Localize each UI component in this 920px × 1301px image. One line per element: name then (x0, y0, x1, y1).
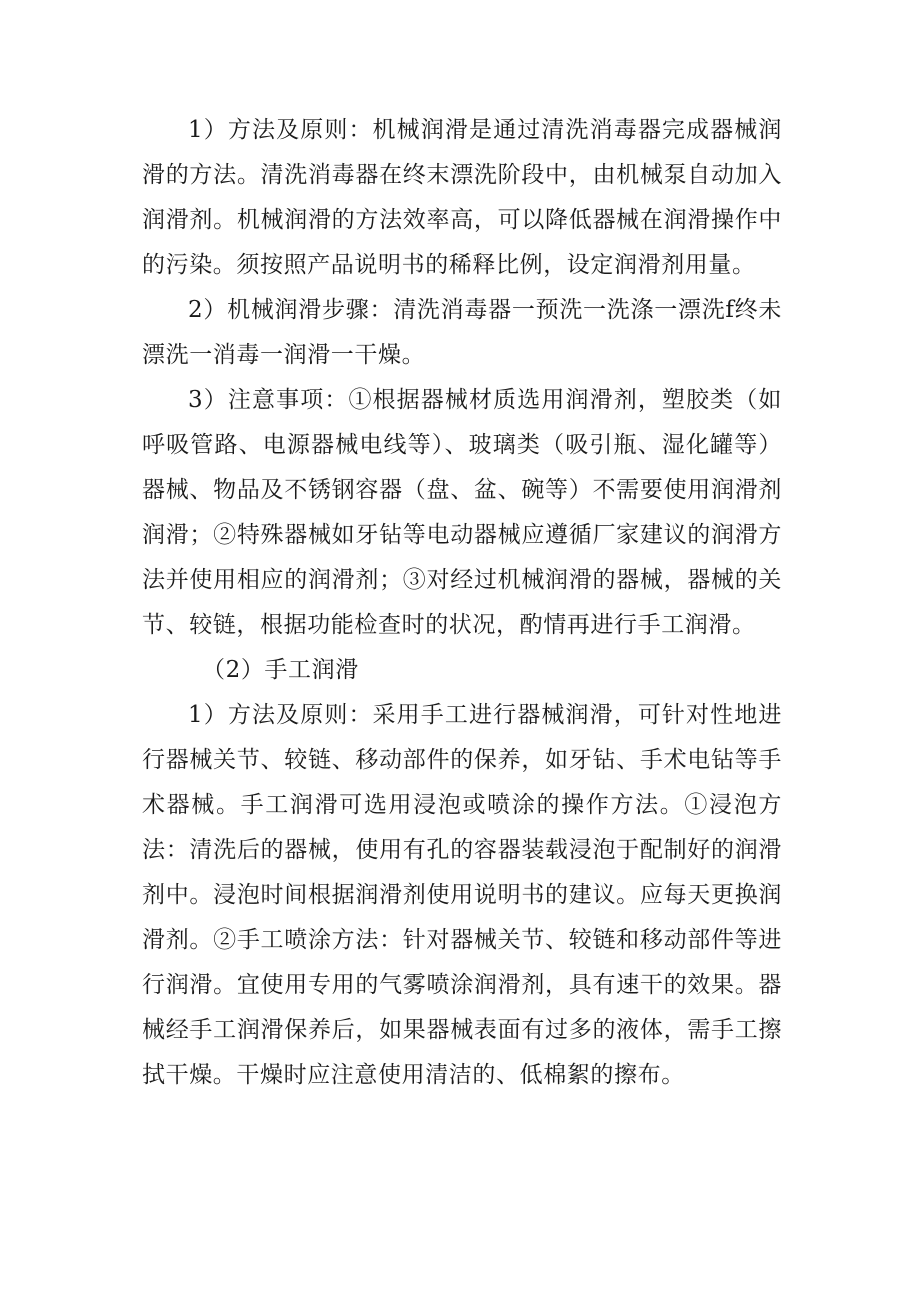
section-heading-manual-lubrication: （2）手工润滑 (202, 657, 359, 683)
paragraph-machine-notes: 3）注意事项：①根据器械材质选用润滑剂，塑胶类（如呼吸管路、电源器械电线等）、玻璃类（吸引瓶、湿化罐等）器械、物品及不锈钢容器（盘、盆、碗等）不需要使用润滑剂润滑；②特殊器械如牙钻等电动器械应遵循厂家建议的润滑方法并使用相应的润滑剂；③对经过机械润滑的器械，器械的关节、较链，根据功能检查时的状况，酌情再进行手工润滑。 (142, 387, 782, 638)
document-page (142, 108, 782, 1098)
paragraph-manual-method: 1）方法及原则：采用手工进行器械润滑，可针对性地进行器械关节、较链、移动部件的保养，如牙钻、手术电钻等手术器械。手工润滑可选用浸泡或喷涂的操作方法。①浸泡方法：清洗后的器械，使用有孔的容器装载浸泡于配制好的润滑剂中。浸泡时间根据润滑剂使用说明书的建议。应每天更换润滑剂。②手工喷涂方法：针对器械关节、较链和移动部件等进行润滑。宜使用专用的气雾喷涂润滑剂，具有速干的效果。器械经手工润滑保养后，如果器械表面有过多的液体，需手工擦拭干燥。干燥时应注意使用清洁的、低棉絮的擦布。 (142, 702, 782, 1088)
paragraph-machine-method: 1）方法及原则：机械润滑是通过清洗消毒器完成器械润滑的方法。清洗消毒器在终末漂洗阶段中，由机械泵自动加入润滑剂。机械润滑的方法效率高，可以降低器械在润滑操作中的污染。须按照产品说明书的稀释比例，设定润滑剂用量。 (142, 117, 782, 278)
paragraph-machine-steps: 2）机械润滑步骤：清洗消毒器一预洗一洗涤一漂洗f终未漂洗一消毒一润滑一干燥。 (142, 297, 782, 368)
